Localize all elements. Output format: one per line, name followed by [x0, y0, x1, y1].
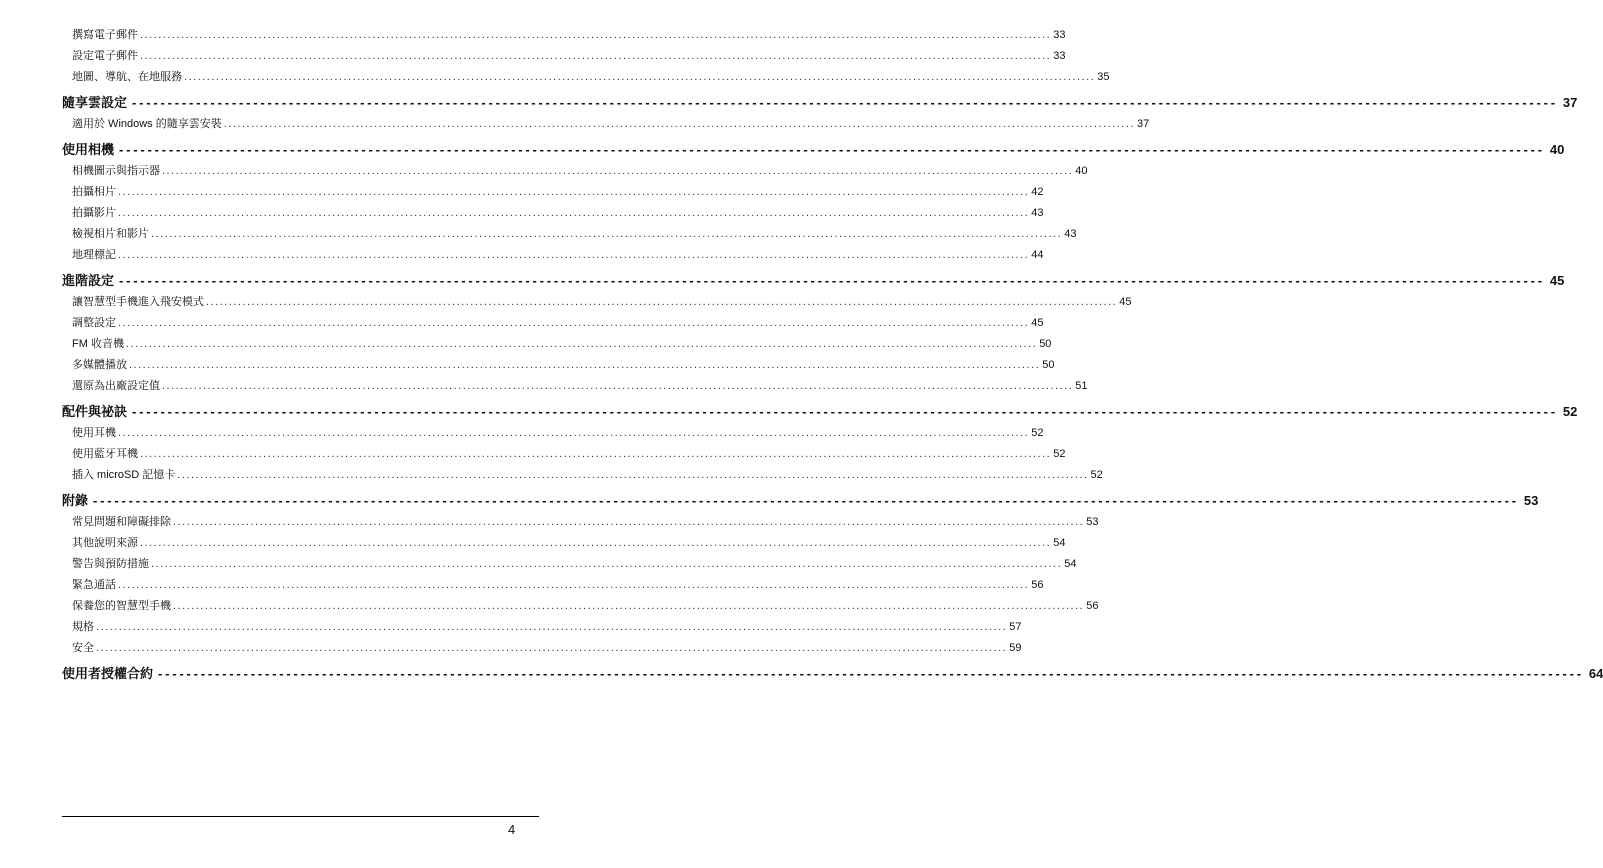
- toc-entry-label: 規格: [72, 621, 94, 633]
- toc-leader: ........................................................................................................................................................................................................: [118, 427, 1030, 439]
- toc-section-entry[interactable]: [62, 46, 1066, 67]
- toc-section-entry[interactable]: [62, 355, 1055, 376]
- toc-entry-label: 使用者授權合約: [62, 666, 154, 681]
- toc-section-entry[interactable]: [62, 25, 1066, 46]
- toc-section-entry[interactable]: [62, 313, 1044, 334]
- toc-entry-page: 64: [1588, 666, 1603, 681]
- footer-rule: [62, 816, 539, 817]
- toc-entry-page: 45: [1119, 296, 1132, 308]
- toc-leader: --------------------------------------------------------------------------------------------------------------------------------------------------------------------------------------------------------: [93, 493, 1519, 508]
- toc-leader: ........................................................................................................................................................................................................: [140, 537, 1052, 549]
- toc-entry-label: 緊急通話: [72, 579, 116, 591]
- toc-entry-label: 地圖、導航、在地服務: [72, 71, 182, 83]
- toc-leader: ........................................................................................................................................................................................................: [118, 186, 1030, 198]
- toc-entry-label: 讓智慧型手機進入飛安模式: [72, 296, 204, 308]
- toc-entry-label: 安全: [72, 642, 94, 654]
- toc-entry-page: 56: [1031, 579, 1044, 591]
- toc-entry-page: 56: [1086, 600, 1099, 612]
- toc-leader: --------------------------------------------------------------------------------------------------------------------------------------------------------------------------------------------------------: [132, 404, 1558, 419]
- toc-section-entry[interactable]: [62, 182, 1044, 203]
- toc-section-entry[interactable]: [62, 638, 1022, 659]
- toc-entry-label: FM 收音機: [72, 338, 124, 350]
- toc-entry-page: 50: [1039, 338, 1052, 350]
- toc-chapter-entry[interactable]: [62, 139, 1565, 161]
- toc-leader: ........................................................................................................................................................................................................: [118, 207, 1030, 219]
- toc-leader: ........................................................................................................................................................................................................: [140, 50, 1052, 62]
- toc-entry-label: 適用於 Windows 的隨享雲安裝: [72, 118, 222, 130]
- toc-entry-page: 54: [1053, 537, 1066, 549]
- toc-leader: --------------------------------------------------------------------------------------------------------------------------------------------------------------------------------------------------------: [119, 273, 1545, 288]
- toc-leader: ........................................................................................................................................................................................................: [162, 165, 1074, 177]
- toc-leader: ........................................................................................................................................................................................................: [151, 558, 1063, 570]
- toc-section-entry[interactable]: [62, 423, 1044, 444]
- toc-leader: ........................................................................................................................................................................................................: [96, 642, 1008, 654]
- toc-entry-label: 調整設定: [72, 317, 116, 329]
- toc-entry-label: 常見問題和障礙排除: [72, 516, 171, 528]
- toc-section-entry[interactable]: [62, 67, 1110, 88]
- toc-leader: ........................................................................................................................................................................................................: [151, 228, 1063, 240]
- toc-entry-page: 44: [1031, 249, 1044, 261]
- toc-entry-label: 警告與預防措施: [72, 558, 149, 570]
- toc-leader: ........................................................................................................................................................................................................: [177, 469, 1089, 481]
- toc-section-entry[interactable]: [62, 554, 1077, 575]
- toc-chapter-entry[interactable]: [62, 490, 1539, 512]
- toc-entry-label: 附錄: [62, 493, 89, 508]
- toc-entry-page: 43: [1031, 207, 1044, 219]
- toc-leader: ........................................................................................................................................................................................................: [184, 71, 1096, 83]
- toc-entry-label: 隨享雲設定: [62, 95, 128, 110]
- toc-entry-page: 52: [1562, 404, 1578, 419]
- toc-section-entry[interactable]: [62, 596, 1099, 617]
- toc-leader: ........................................................................................................................................................................................................: [129, 359, 1041, 371]
- toc-leader: ........................................................................................................................................................................................................: [206, 296, 1118, 308]
- toc-section-entry[interactable]: [62, 444, 1066, 465]
- toc-leader: ........................................................................................................................................................................................................: [118, 579, 1030, 591]
- toc-entry-page: 45: [1549, 273, 1565, 288]
- toc-section-entry[interactable]: [62, 512, 1099, 533]
- toc-entry-label: 使用藍牙耳機: [72, 448, 138, 460]
- toc-leader: ........................................................................................................................................................................................................: [96, 621, 1008, 633]
- toc-entry-label: 相機圖示與指示器: [72, 165, 160, 177]
- toc-leader: --------------------------------------------------------------------------------------------------------------------------------------------------------------------------------------------------------: [158, 666, 1584, 681]
- toc-leader: ........................................................................................................................................................................................................: [162, 380, 1074, 392]
- toc-entry-page: 37: [1136, 118, 1150, 130]
- toc-entry-label: 使用相機: [62, 142, 115, 157]
- toc-section-entry[interactable]: [62, 575, 1044, 596]
- toc-entry-page: 50: [1042, 359, 1055, 371]
- toc-leader: ........................................................................................................................................................................................................: [173, 600, 1085, 612]
- toc-entry-label: 保養您的智慧型手機: [72, 600, 171, 612]
- toc-chapter-entry[interactable]: [62, 401, 1578, 423]
- toc-leader: ........................................................................................................................................................................................................: [140, 448, 1052, 460]
- toc-entry-page: 33: [1053, 50, 1066, 62]
- toc-leader: ........................................................................................................................................................................................................: [223, 118, 1135, 130]
- toc-entry-page: 57: [1009, 621, 1022, 633]
- toc-leader: ........................................................................................................................................................................................................: [125, 338, 1038, 350]
- toc-entry-page: 35: [1097, 71, 1110, 83]
- toc-entry-page: 59: [1009, 642, 1022, 654]
- toc-leader: ........................................................................................................................................................................................................: [173, 516, 1085, 528]
- toc-entry-page: 37: [1562, 95, 1578, 110]
- toc-entry-page: 33: [1053, 29, 1066, 41]
- toc-entry-page: 43: [1064, 228, 1077, 240]
- toc-entry-label: 其他說明來源: [72, 537, 138, 549]
- toc-leader: --------------------------------------------------------------------------------------------------------------------------------------------------------------------------------------------------------: [132, 95, 1558, 110]
- toc-section-entry[interactable]: [62, 292, 1132, 313]
- toc-section-entry[interactable]: [62, 465, 1103, 486]
- toc-entry-label: 還原為出廠設定值: [72, 380, 160, 392]
- toc-entry-page: 53: [1523, 493, 1539, 508]
- toc-section-entry[interactable]: [62, 203, 1044, 224]
- toc-section-entry[interactable]: [62, 114, 1150, 135]
- toc-leader: ........................................................................................................................................................................................................: [118, 317, 1030, 329]
- toc-entry-label: 地理標記: [72, 249, 116, 261]
- page-number: 4: [508, 822, 516, 837]
- toc-entry-label: 配件與祕訣: [62, 404, 128, 419]
- toc-entry-label: 拍攝相片: [72, 186, 116, 198]
- toc-entry-page: 45: [1031, 317, 1044, 329]
- toc-chapter-entry[interactable]: [62, 92, 1578, 114]
- toc-leader: ........................................................................................................................................................................................................: [140, 29, 1052, 41]
- toc-entry-label: 檢視相片和影片: [72, 228, 149, 240]
- table-of-contents: [62, 25, 1603, 685]
- toc-section-entry[interactable]: [62, 224, 1077, 245]
- toc-entry-page: 52: [1031, 427, 1044, 439]
- toc-leader: ........................................................................................................................................................................................................: [118, 249, 1030, 261]
- toc-entry-page: 42: [1031, 186, 1044, 198]
- toc-entry-label: 設定電子郵件: [72, 50, 138, 62]
- toc-chapter-entry[interactable]: [62, 663, 1603, 685]
- toc-entry-page: 53: [1086, 516, 1099, 528]
- toc-entry-page: 52: [1053, 448, 1066, 460]
- toc-entry-page: 54: [1064, 558, 1077, 570]
- toc-section-entry[interactable]: [62, 376, 1088, 397]
- toc-section-entry[interactable]: [62, 161, 1088, 182]
- toc-entry-label: 拍攝影片: [72, 207, 116, 219]
- toc-section-entry[interactable]: [62, 245, 1044, 266]
- toc-section-entry[interactable]: [62, 533, 1066, 554]
- toc-entry-label: 進階設定: [62, 273, 115, 288]
- toc-entry-label: 插入 microSD 記憶卡: [72, 469, 176, 481]
- toc-section-entry[interactable]: [62, 617, 1022, 638]
- toc-entry-label: 多媒體播放: [72, 359, 127, 371]
- toc-entry-page: 40: [1075, 165, 1088, 177]
- toc-entry-page: 51: [1075, 380, 1088, 392]
- toc-entry-page: 52: [1090, 469, 1103, 481]
- toc-chapter-entry[interactable]: [62, 270, 1565, 292]
- toc-entry-label: 撰寫電子郵件: [72, 29, 138, 41]
- toc-leader: --------------------------------------------------------------------------------------------------------------------------------------------------------------------------------------------------------: [119, 142, 1545, 157]
- toc-entry-page: 40: [1549, 142, 1565, 157]
- toc-entry-label: 使用耳機: [72, 427, 116, 439]
- toc-section-entry[interactable]: [62, 334, 1052, 355]
